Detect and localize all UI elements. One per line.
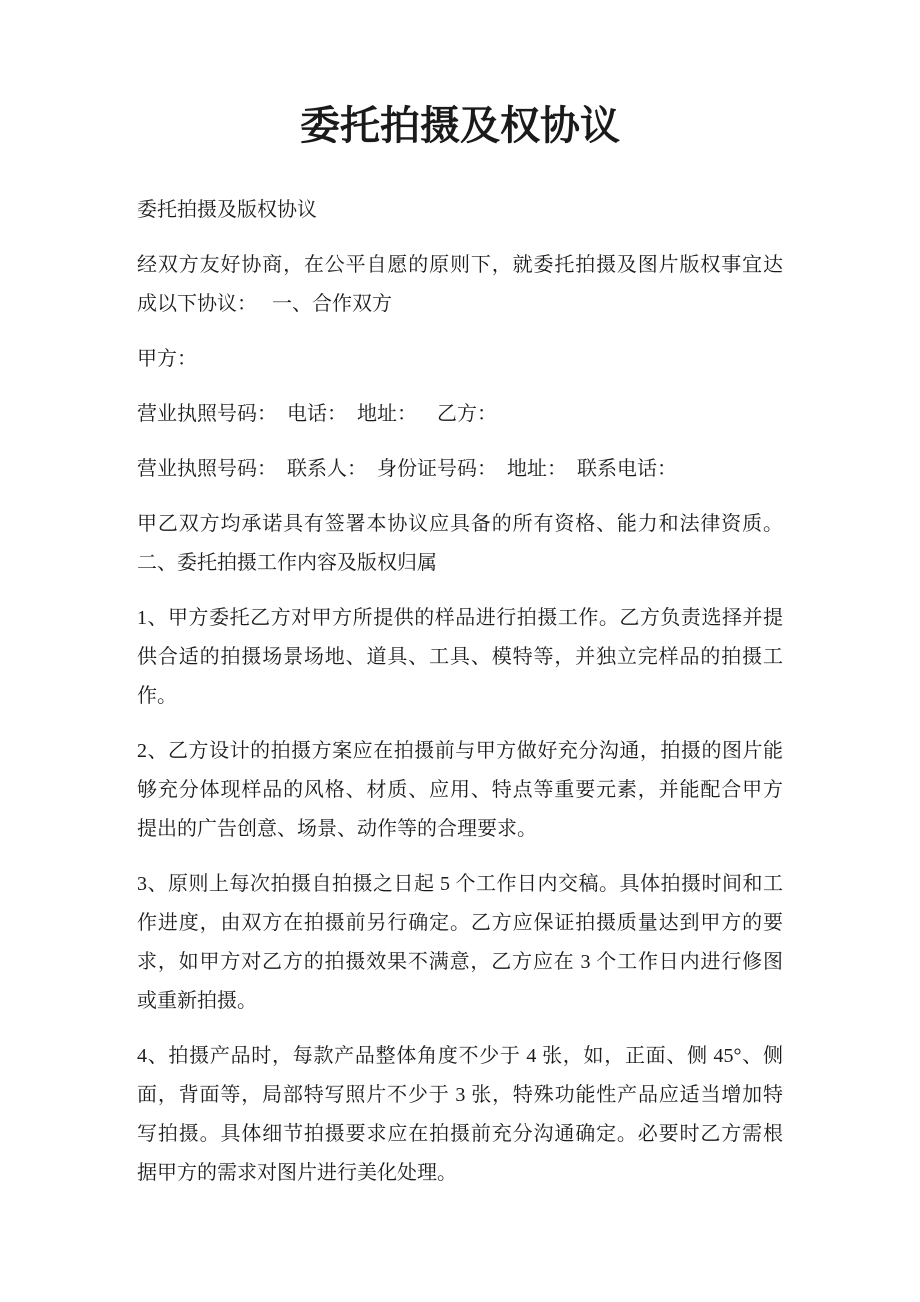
paragraph-clause-4: [137, 1037, 783, 1193]
paragraph-clause-1: [137, 599, 783, 716]
paragraph-line: 据甲方的需求对图片进行美化处理。: [137, 1162, 457, 1184]
paragraph-line: 委托拍摄及版权协议: [137, 199, 317, 221]
paragraph-line: 作。: [137, 685, 177, 707]
paragraph-subtitle: [137, 191, 783, 230]
paragraph-line: 成以下协议： 一、合作双方: [137, 293, 392, 315]
paragraph-line: 供合适的拍摄场景场地、道具、工具、模特等，并独立完样品的拍摄工: [137, 646, 783, 668]
paragraph-line: 面，背面等，局部特写照片不少于 3 张，特殊功能性产品应适当增加特: [137, 1084, 783, 1106]
paragraph-line: 营业执照号码： 联系人： 身份证号码： 地址： 联系电话：: [137, 458, 677, 480]
paragraph-line: 1、甲方委托乙方对甲方所提供的样品进行拍摄工作。乙方负责选择并提: [137, 607, 783, 629]
paragraph-line: 作进度，由双方在拍摄前另行确定。乙方应保证拍摄质量达到甲方的要: [137, 912, 783, 934]
paragraph-party-a: [137, 340, 783, 379]
paragraph-line: 或重新拍摄。: [137, 990, 257, 1012]
paragraph-party-b-details: [137, 450, 783, 489]
paragraph-preamble: [137, 246, 783, 324]
paragraph-party-a-details: [137, 395, 783, 434]
paragraph-line: 经双方友好协商，在公平自愿的原则下，就委托拍摄及图片版权事宜达: [137, 254, 783, 276]
paragraph-line: 甲方：: [137, 348, 197, 370]
paragraph-line: 写拍摄。具体细节拍摄要求应在拍摄前充分沟通确定。必要时乙方需根: [137, 1123, 783, 1145]
paragraph-line: 4、拍摄产品时，每款产品整体角度不少于 4 张，如，正面、侧 45°、侧: [137, 1045, 783, 1067]
document-title: 委托拍摄及权协议: [300, 103, 620, 148]
paragraph-line: 够充分体现样品的风格、材质、应用、特点等重要元素，并能配合甲方: [137, 779, 783, 801]
paragraph-line: 营业执照号码： 电话： 地址： 乙方：: [137, 403, 497, 425]
paragraph-line: 求，如甲方对乙方的拍摄效果不满意，乙方应在 3 个工作日内进行修图: [137, 951, 783, 973]
paragraph-clause-2: [137, 732, 783, 849]
paragraph-line: 提出的广告创意、场景、动作等的合理要求。: [137, 818, 537, 840]
paragraph-line: 2、乙方设计的拍摄方案应在拍摄前与甲方做好充分沟通，拍摄的图片能: [137, 740, 783, 762]
paragraph-line: 二、委托拍摄工作内容及版权归属: [137, 552, 437, 574]
paragraph-line: 3、原则上每次拍摄自拍摄之日起 5 个工作日内交稿。具体拍摄时间和工: [137, 873, 783, 895]
paragraph-qualifications-section2: [137, 505, 783, 583]
paragraph-clause-3: [137, 865, 783, 1021]
paragraph-line: 甲乙双方均承诺具有签署本协议应具备的所有资格、能力和法律资质。: [137, 513, 783, 535]
